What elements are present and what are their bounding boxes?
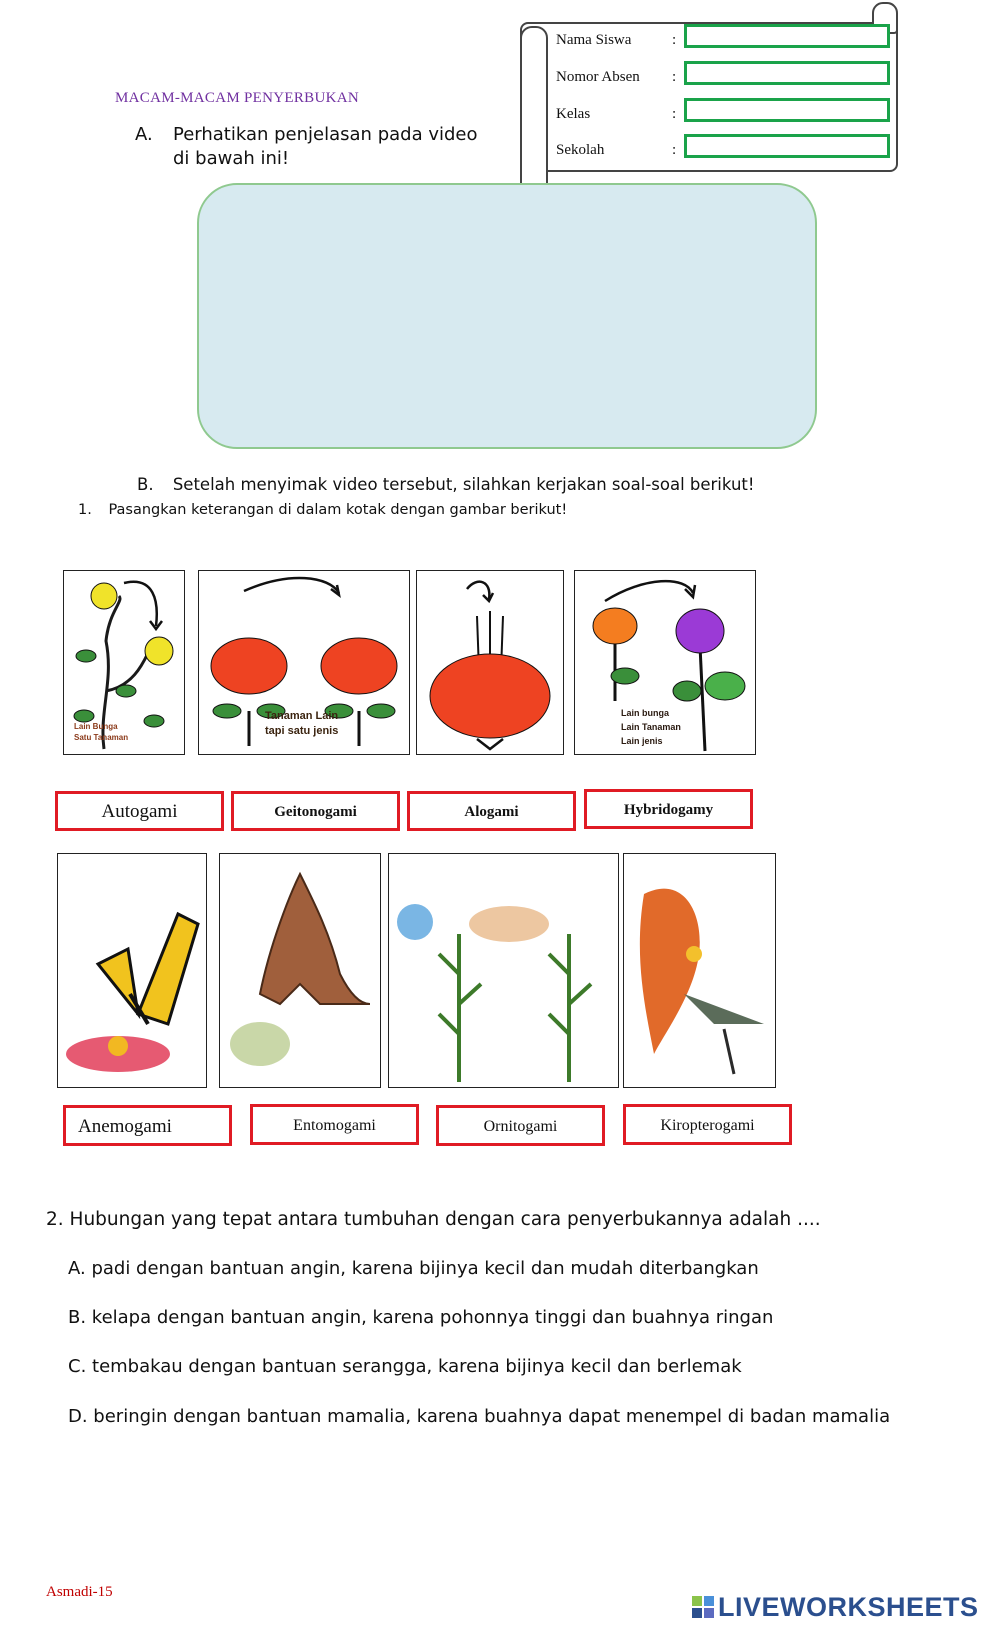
image-geitonogami-flower xyxy=(198,570,410,755)
image-alogami-flower xyxy=(416,570,564,755)
label-text: Kiropterogami xyxy=(660,1117,755,1134)
corn-and-wind-illustration xyxy=(389,854,618,1087)
field-label: Nama Siswa xyxy=(556,32,632,48)
brand-logo-text[interactable]: LIVEWORKSHEETS xyxy=(718,1592,979,1622)
question-1-number: 1. xyxy=(78,502,92,518)
page-title: MACAM-MACAM PENYERBUKAN xyxy=(115,90,360,106)
label-hybridogamy[interactable] xyxy=(584,789,753,829)
question-1-text: Pasangkan keterangan di dalam kotak dengan gambar berikut! xyxy=(108,502,568,518)
label-ornitogami[interactable] xyxy=(436,1105,605,1146)
field-colon: : xyxy=(672,69,677,85)
image-corn-wind xyxy=(388,853,619,1088)
label-geitonogami[interactable] xyxy=(231,791,400,831)
caption-line: Lain Tanaman xyxy=(621,722,681,732)
section-b-text: Setelah menyimak video tersebut, silahkan kerjakan soal-soal berikut! xyxy=(172,475,755,494)
label-text: Ornitogami xyxy=(483,1118,558,1135)
field-colon: : xyxy=(672,32,677,48)
caption-line: Lain bunga xyxy=(621,708,669,718)
section-a-text: Perhatikan penjelasan pada video di bawah ini! xyxy=(173,124,478,169)
nomor-absen-input[interactable] xyxy=(684,61,890,85)
section-b-number: B. xyxy=(137,475,154,494)
label-text: Anemogami xyxy=(78,1116,172,1137)
image-caption xyxy=(74,721,128,743)
label-entomogami[interactable] xyxy=(250,1104,419,1145)
liveworksheets-logo-icon xyxy=(692,1596,714,1618)
option-b[interactable]: B. kelapa dengan bantuan angin, karena pohonnya tinggi dan buahnya ringan xyxy=(68,1307,774,1328)
field-colon: : xyxy=(672,106,677,122)
image-butterfly xyxy=(57,853,207,1088)
bat-illustration xyxy=(220,854,380,1087)
label-autogami[interactable] xyxy=(55,791,224,831)
option-d[interactable]: D. beringin dengan bantuan mamalia, karena buahnya dapat menempel di badan mamalia xyxy=(68,1406,891,1427)
field-label: Nomor Absen xyxy=(556,69,640,85)
video-placeholder[interactable] xyxy=(197,183,817,449)
option-a[interactable]: A. padi dengan bantuan angin, karena bijinya kecil dan mudah diterbangkan xyxy=(68,1258,759,1279)
single-flower-illustration xyxy=(417,571,563,754)
hummingbird-illustration xyxy=(624,854,775,1087)
caption-line: Tanaman Lain xyxy=(265,710,339,722)
field-label: Sekolah xyxy=(556,142,605,158)
label-text: Autogami xyxy=(101,801,178,822)
section-b xyxy=(137,475,755,494)
image-hybridogamy-flower xyxy=(574,570,756,755)
label-anemogami[interactable] xyxy=(63,1105,232,1146)
question-1 xyxy=(78,502,567,518)
label-alogami[interactable] xyxy=(407,791,576,831)
nama-siswa-input[interactable] xyxy=(684,24,890,48)
image-caption xyxy=(621,706,681,748)
label-text: Hybridogamy xyxy=(623,802,714,818)
field-colon: : xyxy=(672,142,677,158)
sekolah-input[interactable] xyxy=(684,134,890,158)
image-caption xyxy=(265,709,338,739)
image-bat xyxy=(219,853,381,1088)
caption-line: Lain Bunga xyxy=(74,722,118,731)
label-text: Geitonogami xyxy=(274,804,357,820)
butterfly-on-flower-illustration xyxy=(58,854,206,1087)
caption-line: Lain jenis xyxy=(621,736,663,746)
author-credit: Asmadi-15 xyxy=(46,1584,113,1600)
section-a-number: A. xyxy=(135,124,153,145)
kelas-input[interactable] xyxy=(684,98,890,122)
question-2: 2. Hubungan yang tepat antara tumbuhan dengan cara penyerbukannya adalah .... xyxy=(46,1209,821,1230)
image-autogami-flower xyxy=(63,570,185,755)
option-c[interactable]: C. tembakau dengan bantuan serangga, karena bijinya kecil dan berlemak xyxy=(68,1356,742,1377)
field-label: Kelas xyxy=(556,106,591,122)
label-kiropterogami[interactable] xyxy=(623,1104,792,1145)
caption-line: tapi satu jenis xyxy=(265,725,339,737)
label-text: Alogami xyxy=(464,804,519,820)
image-hummingbird xyxy=(623,853,776,1088)
section-a xyxy=(135,123,515,173)
scroll-curl-left xyxy=(520,26,548,200)
caption-line: Satu Tanaman xyxy=(74,733,129,742)
label-text: Entomogami xyxy=(293,1117,376,1134)
